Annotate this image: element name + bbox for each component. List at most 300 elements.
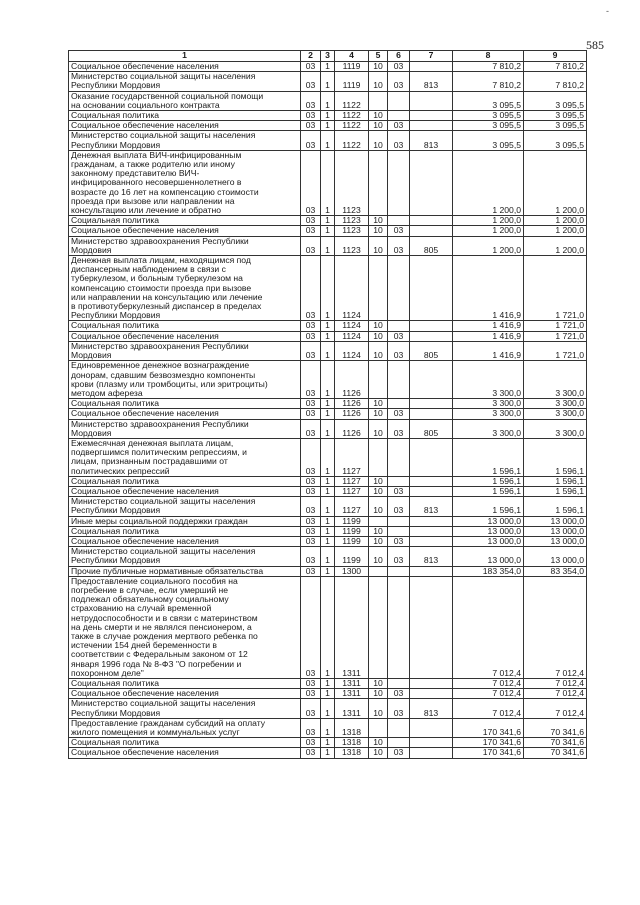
table-row (69, 689, 587, 699)
row-amount-8: 1 596,1 (453, 438, 524, 476)
row-code-7 (410, 111, 453, 121)
row-code-2: 03 (301, 536, 321, 546)
row-code-4: 1122 (335, 91, 369, 110)
row-code-5: 10 (369, 486, 388, 496)
row-code-4: 1119 (335, 62, 369, 72)
row-code-7 (410, 689, 453, 699)
row-amount-8: 1 200,0 (453, 236, 524, 255)
table-row (69, 361, 587, 399)
row-code-2: 03 (301, 331, 321, 341)
row-amount-9: 7 810,2 (524, 62, 587, 72)
row-amount-9: 1 596,1 (524, 497, 587, 516)
row-amount-9: 3 095,5 (524, 131, 587, 150)
table-row (69, 341, 587, 360)
row-code-2: 03 (301, 738, 321, 748)
row-code-7 (410, 399, 453, 409)
row-name: Социальная политика (69, 111, 301, 121)
row-code-6 (388, 321, 410, 331)
row-amount-8: 13 000,0 (453, 536, 524, 546)
row-name: Министерство социальной защиты населения Республики Мордовия (69, 131, 301, 150)
row-code-4: 1318 (335, 738, 369, 748)
row-amount-9: 7 810,2 (524, 72, 587, 91)
row-code-4: 1124 (335, 341, 369, 360)
header-col-4: 4 (335, 51, 369, 62)
table-row (69, 91, 587, 110)
row-name: Социальная политика (69, 679, 301, 689)
row-code-3: 1 (321, 361, 335, 399)
row-code-5: 10 (369, 111, 388, 121)
row-name: Социальная политика (69, 738, 301, 748)
row-amount-8: 13 000,0 (453, 526, 524, 536)
row-name: Оказание государственной социальной помощи на основании социального контракта (69, 91, 301, 110)
row-code-6 (388, 91, 410, 110)
row-amount-9: 3 095,5 (524, 91, 587, 110)
row-code-6: 03 (388, 121, 410, 131)
row-amount-9: 1 596,1 (524, 486, 587, 496)
row-name: Министерство здравоохранения Республики Мордовия (69, 341, 301, 360)
row-code-4: 1127 (335, 438, 369, 476)
row-code-3: 1 (321, 226, 335, 236)
row-code-3: 1 (321, 111, 335, 121)
row-amount-8: 13 000,0 (453, 547, 524, 566)
row-code-5: 10 (369, 121, 388, 131)
row-code-3: 1 (321, 486, 335, 496)
row-code-2: 03 (301, 438, 321, 476)
row-amount-9: 70 341,6 (524, 738, 587, 748)
row-code-5 (369, 150, 388, 215)
row-code-7: 805 (410, 236, 453, 255)
table-row (69, 738, 587, 748)
row-amount-8: 1 416,9 (453, 341, 524, 360)
row-amount-8: 3 300,0 (453, 361, 524, 399)
row-amount-9: 3 300,0 (524, 399, 587, 409)
row-code-3: 1 (321, 72, 335, 91)
corner-mark: - (606, 6, 609, 16)
row-code-3: 1 (321, 689, 335, 699)
row-code-2: 03 (301, 419, 321, 438)
row-code-4: 1122 (335, 111, 369, 121)
row-name: Ежемесячная денежная выплата лицам, подвергшимся политическим репрессиям, и лицам, признанным пострадавшими от политических репрессий (69, 438, 301, 476)
table-row (69, 321, 587, 331)
row-code-5 (369, 516, 388, 526)
row-amount-8: 13 000,0 (453, 516, 524, 526)
row-code-2: 03 (301, 321, 321, 331)
row-code-3: 1 (321, 331, 335, 341)
row-code-6: 03 (388, 409, 410, 419)
row-code-4: 1199 (335, 536, 369, 546)
row-name: Социальное обеспечение населения (69, 121, 301, 131)
row-code-3: 1 (321, 341, 335, 360)
row-name: Иные меры социальной поддержки граждан (69, 516, 301, 526)
row-amount-8: 7 810,2 (453, 62, 524, 72)
row-code-7 (410, 438, 453, 476)
row-code-4: 1318 (335, 718, 369, 737)
row-name: Социальное обеспечение населения (69, 409, 301, 419)
row-code-2: 03 (301, 62, 321, 72)
row-amount-9: 3 300,0 (524, 361, 587, 399)
row-name: Министерство социальной защиты населения Республики Мордовия (69, 72, 301, 91)
row-code-2: 03 (301, 486, 321, 496)
row-code-5: 10 (369, 476, 388, 486)
row-code-6 (388, 718, 410, 737)
row-amount-8: 3 300,0 (453, 409, 524, 419)
row-code-4: 1126 (335, 419, 369, 438)
table-body (69, 62, 587, 759)
header-row (69, 51, 587, 62)
row-code-5: 10 (369, 419, 388, 438)
row-code-7 (410, 476, 453, 486)
table-row (69, 150, 587, 215)
row-code-4: 1311 (335, 689, 369, 699)
budget-table (68, 50, 587, 759)
row-amount-9: 13 000,0 (524, 547, 587, 566)
row-code-2: 03 (301, 361, 321, 399)
header-col-2: 2 (301, 51, 321, 62)
row-name: Министерство здравоохранения Республики Мордовия (69, 236, 301, 255)
row-code-3: 1 (321, 576, 335, 678)
table-row (69, 419, 587, 438)
row-code-5: 10 (369, 547, 388, 566)
row-code-7: 813 (410, 72, 453, 91)
row-code-2: 03 (301, 341, 321, 360)
row-amount-9: 7 012,4 (524, 689, 587, 699)
row-amount-9: 3 095,5 (524, 121, 587, 131)
row-code-4: 1123 (335, 216, 369, 226)
row-name: Социальная политика (69, 399, 301, 409)
row-code-3: 1 (321, 497, 335, 516)
row-code-7 (410, 516, 453, 526)
row-code-3: 1 (321, 547, 335, 566)
row-name: Единовременное денежное вознаграждение донорам, сдавшим безвозмездно компоненты крови (плазму или тромбоциты, или эритроциты) методом афереза (69, 361, 301, 399)
row-code-7 (410, 748, 453, 758)
row-code-2: 03 (301, 718, 321, 737)
row-code-5: 10 (369, 226, 388, 236)
row-code-7 (410, 576, 453, 678)
row-code-7 (410, 331, 453, 341)
row-code-3: 1 (321, 718, 335, 737)
row-code-2: 03 (301, 226, 321, 236)
row-name: Министерство здравоохранения Республики Мордовия (69, 419, 301, 438)
row-code-5: 10 (369, 321, 388, 331)
row-code-7: 805 (410, 419, 453, 438)
row-code-2: 03 (301, 526, 321, 536)
row-name: Социальное обеспечение населения (69, 226, 301, 236)
row-code-5 (369, 718, 388, 737)
row-amount-9: 7 012,4 (524, 699, 587, 718)
row-amount-8: 170 341,6 (453, 738, 524, 748)
table-row (69, 62, 587, 72)
table-row (69, 547, 587, 566)
row-code-6 (388, 476, 410, 486)
row-code-2: 03 (301, 748, 321, 758)
table-row (69, 226, 587, 236)
row-code-5: 10 (369, 331, 388, 341)
row-amount-9: 1 200,0 (524, 150, 587, 215)
row-code-7 (410, 361, 453, 399)
row-code-6 (388, 526, 410, 536)
header-col-9: 9 (524, 51, 587, 62)
row-code-2: 03 (301, 566, 321, 576)
row-amount-8: 3 300,0 (453, 419, 524, 438)
row-amount-8: 7 012,4 (453, 576, 524, 678)
table-row (69, 566, 587, 576)
table-row (69, 486, 587, 496)
row-code-3: 1 (321, 236, 335, 255)
row-amount-8: 7 012,4 (453, 699, 524, 718)
row-code-7 (410, 738, 453, 748)
row-code-4: 1123 (335, 150, 369, 215)
row-code-2: 03 (301, 111, 321, 121)
row-amount-8: 3 095,5 (453, 91, 524, 110)
row-code-6: 03 (388, 236, 410, 255)
row-amount-9: 3 300,0 (524, 419, 587, 438)
row-code-7: 813 (410, 497, 453, 516)
row-name: Денежная выплата лицам, находящимся под диспансерным наблюдением в связи с туберкулезом, и больным туберкулезом на компенсацию стоимости проезда при вызове или направлении на консультацию или лечение в противотуберкулезный диспансер в пределах Республики Мордовия (69, 256, 301, 321)
header-col-3: 3 (321, 51, 335, 62)
row-code-4: 1123 (335, 236, 369, 255)
header-col-7: 7 (410, 51, 453, 62)
row-code-5 (369, 361, 388, 399)
row-code-6 (388, 738, 410, 748)
row-code-5 (369, 91, 388, 110)
row-code-6 (388, 679, 410, 689)
row-code-3: 1 (321, 566, 335, 576)
row-code-5: 10 (369, 72, 388, 91)
row-code-4: 1126 (335, 361, 369, 399)
row-amount-8: 7 810,2 (453, 72, 524, 91)
row-code-2: 03 (301, 236, 321, 255)
row-code-4: 1123 (335, 226, 369, 236)
row-code-2: 03 (301, 150, 321, 215)
row-amount-9: 70 341,6 (524, 718, 587, 737)
row-name: Министерство социальной защиты населения Республики Мордовия (69, 547, 301, 566)
row-code-6: 03 (388, 72, 410, 91)
row-code-4: 1311 (335, 699, 369, 718)
row-amount-8: 3 095,5 (453, 111, 524, 121)
row-code-3: 1 (321, 399, 335, 409)
row-code-7 (410, 718, 453, 737)
row-amount-9: 13 000,0 (524, 536, 587, 546)
row-code-3: 1 (321, 738, 335, 748)
row-code-2: 03 (301, 72, 321, 91)
row-code-3: 1 (321, 91, 335, 110)
table-row (69, 526, 587, 536)
header-col-8: 8 (453, 51, 524, 62)
row-code-5: 10 (369, 526, 388, 536)
row-code-7: 813 (410, 699, 453, 718)
row-amount-8: 1 200,0 (453, 216, 524, 226)
table-row (69, 497, 587, 516)
row-code-3: 1 (321, 150, 335, 215)
row-code-7 (410, 536, 453, 546)
row-amount-9: 3 095,5 (524, 111, 587, 121)
row-code-5: 10 (369, 536, 388, 546)
row-code-5: 10 (369, 409, 388, 419)
row-amount-9: 1 721,0 (524, 331, 587, 341)
table-row (69, 516, 587, 526)
row-code-3: 1 (321, 256, 335, 321)
row-code-2: 03 (301, 216, 321, 226)
table-row (69, 476, 587, 486)
table-row (69, 399, 587, 409)
table-row (69, 131, 587, 150)
row-code-2: 03 (301, 91, 321, 110)
table-row (69, 331, 587, 341)
row-code-7 (410, 409, 453, 419)
row-code-2: 03 (301, 679, 321, 689)
table-row (69, 111, 587, 121)
row-code-4: 1126 (335, 409, 369, 419)
row-code-3: 1 (321, 699, 335, 718)
row-amount-8: 170 341,6 (453, 748, 524, 758)
row-name: Социальное обеспечение населения (69, 536, 301, 546)
row-amount-8: 1 416,9 (453, 331, 524, 341)
row-code-4: 1318 (335, 748, 369, 758)
row-code-3: 1 (321, 131, 335, 150)
row-code-7: 813 (410, 131, 453, 150)
header-col-1: 1 (69, 51, 301, 62)
row-code-2: 03 (301, 547, 321, 566)
row-code-4: 1124 (335, 321, 369, 331)
row-code-5 (369, 256, 388, 321)
row-code-6 (388, 361, 410, 399)
row-code-5: 10 (369, 236, 388, 255)
row-code-5 (369, 576, 388, 678)
row-code-6 (388, 216, 410, 226)
table-row (69, 236, 587, 255)
row-code-5: 10 (369, 399, 388, 409)
row-amount-9: 13 000,0 (524, 526, 587, 536)
row-code-6: 03 (388, 341, 410, 360)
row-amount-9: 1 596,1 (524, 438, 587, 476)
row-code-4: 1119 (335, 72, 369, 91)
row-code-3: 1 (321, 62, 335, 72)
row-code-7 (410, 121, 453, 131)
header-col-6: 6 (388, 51, 410, 62)
row-code-4: 1199 (335, 547, 369, 566)
row-amount-9: 70 341,6 (524, 748, 587, 758)
row-code-3: 1 (321, 748, 335, 758)
row-code-2: 03 (301, 399, 321, 409)
row-code-7 (410, 486, 453, 496)
row-code-7 (410, 566, 453, 576)
row-code-6: 03 (388, 699, 410, 718)
row-code-4: 1122 (335, 121, 369, 131)
table-row (69, 409, 587, 419)
row-amount-9: 1 200,0 (524, 226, 587, 236)
row-amount-8: 170 341,6 (453, 718, 524, 737)
row-code-4: 1122 (335, 131, 369, 150)
row-code-5: 10 (369, 216, 388, 226)
row-code-5 (369, 566, 388, 576)
row-code-5: 10 (369, 679, 388, 689)
row-amount-8: 1 200,0 (453, 226, 524, 236)
row-code-7 (410, 256, 453, 321)
table-row (69, 438, 587, 476)
row-code-5: 10 (369, 131, 388, 150)
row-code-6: 03 (388, 547, 410, 566)
row-amount-9: 83 354,0 (524, 566, 587, 576)
row-code-6: 03 (388, 62, 410, 72)
row-code-4: 1311 (335, 679, 369, 689)
table-row (69, 699, 587, 718)
row-code-5: 10 (369, 341, 388, 360)
row-name: Предоставление социального пособия на погребение в случае, если умерший не подлежал обязательному социальному страхованию на случай временной нетрудоспособности и в связи с материнством на день смерти и не являлся пенсионером, а также в случае рождения мертвого ребенка по истечении 154 дней беременности в соответствии с Федеральным законом от 12 января 1996 года № 8-ФЗ "О погребении и похоронном деле" (69, 576, 301, 678)
row-code-3: 1 (321, 516, 335, 526)
row-amount-8: 7 012,4 (453, 689, 524, 699)
row-code-2: 03 (301, 131, 321, 150)
table-row (69, 536, 587, 546)
row-amount-8: 1 416,9 (453, 256, 524, 321)
row-code-4: 1199 (335, 516, 369, 526)
row-name: Социальное обеспечение населения (69, 748, 301, 758)
row-code-3: 1 (321, 476, 335, 486)
row-code-2: 03 (301, 497, 321, 516)
row-amount-9: 7 012,4 (524, 576, 587, 678)
row-code-3: 1 (321, 526, 335, 536)
row-code-2: 03 (301, 516, 321, 526)
row-amount-9: 1 721,0 (524, 321, 587, 331)
row-name: Социальная политика (69, 321, 301, 331)
row-amount-8: 3 095,5 (453, 121, 524, 131)
row-code-6: 03 (388, 331, 410, 341)
row-name: Министерство социальной защиты населения Республики Мордовия (69, 699, 301, 718)
row-code-2: 03 (301, 699, 321, 718)
row-code-6: 03 (388, 748, 410, 758)
row-code-3: 1 (321, 536, 335, 546)
table-row (69, 679, 587, 689)
row-code-7 (410, 216, 453, 226)
row-amount-8: 1 596,1 (453, 497, 524, 516)
row-code-6 (388, 399, 410, 409)
row-code-3: 1 (321, 216, 335, 226)
row-code-2: 03 (301, 121, 321, 131)
row-name: Прочие публичные нормативные обязательства (69, 566, 301, 576)
row-code-4: 1124 (335, 256, 369, 321)
table-row (69, 748, 587, 758)
row-code-3: 1 (321, 438, 335, 476)
row-code-7 (410, 150, 453, 215)
row-code-6 (388, 111, 410, 121)
row-amount-8: 1 596,1 (453, 486, 524, 496)
row-code-6 (388, 516, 410, 526)
row-name: Социальное обеспечение населения (69, 486, 301, 496)
row-code-3: 1 (321, 121, 335, 131)
row-code-7 (410, 91, 453, 110)
row-code-6: 03 (388, 419, 410, 438)
row-name: Социальное обеспечение населения (69, 689, 301, 699)
row-amount-9: 1 200,0 (524, 216, 587, 226)
row-code-2: 03 (301, 256, 321, 321)
row-amount-8: 7 012,4 (453, 679, 524, 689)
row-amount-9: 13 000,0 (524, 516, 587, 526)
row-name: Предоставление гражданам субсидий на оплату жилого помещения и коммунальных услуг (69, 718, 301, 737)
row-code-2: 03 (301, 409, 321, 419)
row-code-7 (410, 62, 453, 72)
header-col-5: 5 (369, 51, 388, 62)
row-name: Социальная политика (69, 476, 301, 486)
row-code-4: 1199 (335, 526, 369, 536)
row-code-5: 10 (369, 689, 388, 699)
row-code-5: 10 (369, 497, 388, 516)
row-name: Министерство социальной защиты населения Республики Мордовия (69, 497, 301, 516)
row-name: Денежная выплата ВИЧ-инфицированным гражданам, а также родителю или иному законному представителю ВИЧ- инфицированного несовершеннолетнего в возрасте до 16 лет на компенсацию стоимости проезда при вызове или направлении на консультацию или лечение и обратно (69, 150, 301, 215)
row-code-4: 1124 (335, 331, 369, 341)
row-code-6: 03 (388, 131, 410, 150)
row-amount-8: 1 596,1 (453, 476, 524, 486)
row-amount-8: 3 300,0 (453, 399, 524, 409)
row-code-6: 03 (388, 689, 410, 699)
